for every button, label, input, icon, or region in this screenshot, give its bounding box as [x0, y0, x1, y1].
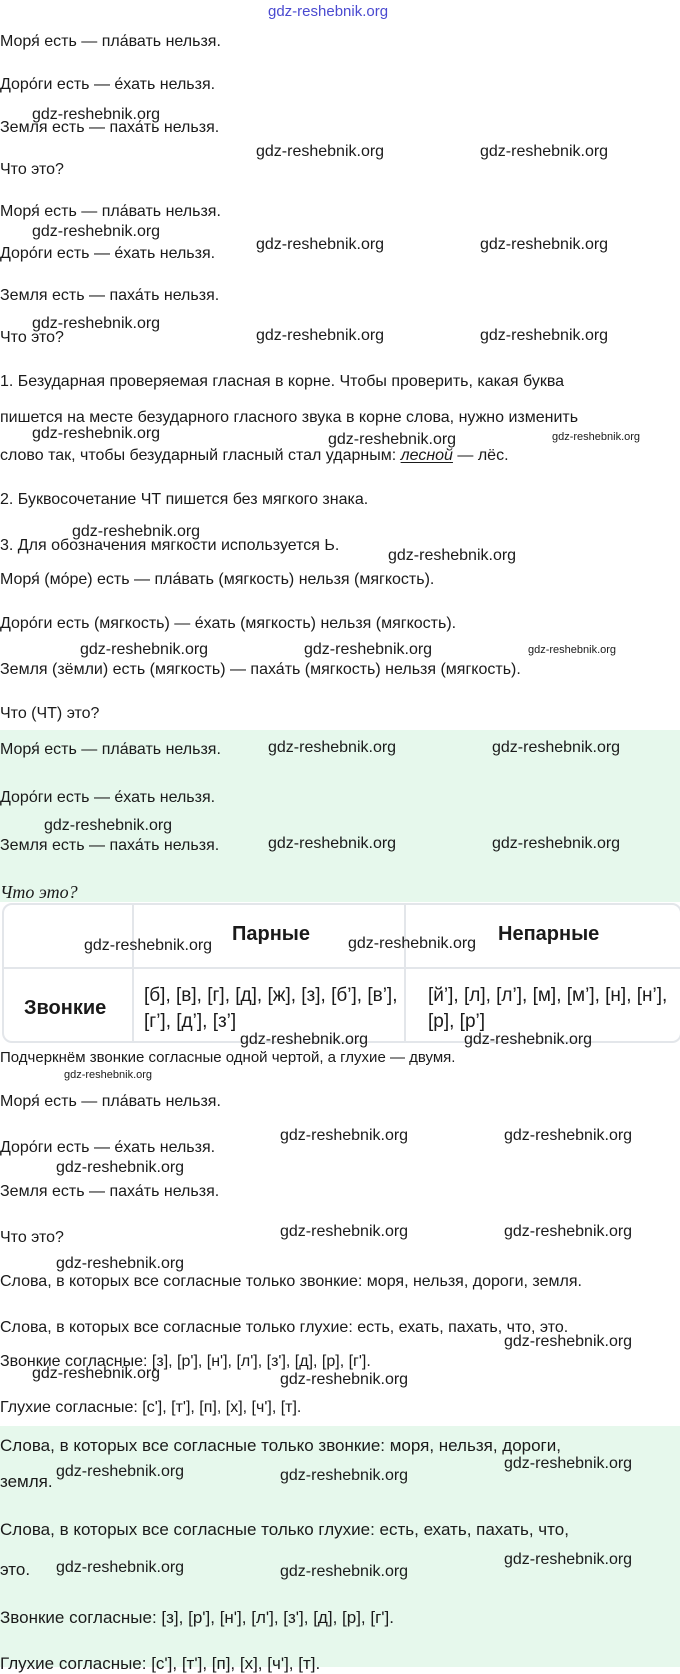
riddle-line-3: Земля есть — паха́ть нельзя.: [0, 287, 220, 304]
watermark: gdz-reshebnik.org: [56, 1559, 185, 1576]
green-line-4: Что это?: [0, 882, 78, 902]
riddle-line-4: Что это?: [0, 329, 64, 346]
green-line-3: Земля есть — паха́ть нельзя.: [0, 837, 220, 854]
green-voiced-cons: Звонкие согласные: [з], [р'], [н'], [л'], [з'], [д], [р], [г'].: [0, 1608, 394, 1627]
summary-voiced-cons: Звонкие согласные: [з], [р'], [н'], [л'], [з'], [д], [р], [г'].: [0, 1353, 371, 1370]
watermark: gdz-reshebnik.org: [504, 1127, 633, 1144]
green-line-1: Моря́ есть — пла́вать нельзя.: [0, 741, 221, 758]
check-word-2: лёс.: [477, 447, 509, 464]
watermark: gdz-reshebnik.org: [280, 1371, 409, 1388]
watermark: gdz-reshebnik.org: [72, 523, 201, 540]
underlined-line-2: Доро́ги есть — е́хать нельзя.: [0, 1139, 216, 1156]
watermark: gdz-reshebnik.org: [304, 641, 433, 658]
summary-voiceless-words: Слова, в которых все согласные только глухие: есть, ехать, пахать, что, это.: [0, 1319, 569, 1336]
answer-3: 3. Для обозначения мягкости используется Ь.: [0, 537, 340, 554]
annotated-line-3: Земля (зёмли) есть (мягкость) — паха́ть (мягкость) нельзя (мягкость).: [0, 661, 521, 678]
watermark: gdz-reshebnik.org: [528, 644, 617, 656]
green-voiced-words-1: Слова, в которых все согласные только звонкие: моря, нельзя, дороги,: [0, 1436, 561, 1455]
watermark: gdz-reshebnik.org: [492, 739, 621, 756]
watermark: gdz-reshebnik.org: [32, 1365, 161, 1382]
watermark: gdz-reshebnik.org: [56, 1159, 185, 1176]
answer-1-line-2: пишется на месте безударного гласного звука в корне слова, нужно изменить: [0, 409, 579, 426]
header-unpaired: Непарные: [498, 923, 600, 945]
watermark: gdz-reshebnik.org: [480, 327, 609, 344]
green-voiceless-cons: Глухие согласные: [с'], [т'], [п], [х], [ч'], [т].: [0, 1654, 321, 1673]
watermark: gdz-reshebnik.org: [492, 835, 621, 852]
watermark: gdz-reshebnik.org: [64, 1069, 153, 1081]
riddle-line-1: Моря́ есть — пла́вать нельзя.: [0, 203, 221, 220]
watermark: gdz-reshebnik.org: [32, 315, 161, 332]
header-paired: Парные: [232, 923, 310, 945]
green-voiced-words-2: земля.: [0, 1472, 53, 1491]
answer-1-line-3: [0, 446, 509, 466]
watermark: gdz-reshebnik.org: [280, 1563, 409, 1580]
watermark: gdz-reshebnik.org: [44, 817, 173, 834]
watermark: gdz-reshebnik.org: [552, 431, 641, 443]
watermark: gdz-reshebnik.org: [256, 236, 385, 253]
watermark: gdz-reshebnik.org: [280, 1467, 409, 1484]
watermark: gdz-reshebnik.org: [504, 1333, 633, 1350]
watermark: gdz-reshebnik.org: [504, 1455, 633, 1472]
consonants-table: [2, 903, 680, 1043]
watermark: gdz-reshebnik.org: [32, 223, 161, 240]
watermark: gdz-reshebnik.org: [32, 106, 161, 123]
annotated-line-4: Что (ЧТ) это?: [0, 705, 100, 722]
watermark: gdz-reshebnik.org: [280, 1127, 409, 1144]
watermark: gdz-reshebnik.org: [268, 835, 397, 852]
green-line-2: Доро́ги есть — е́хать нельзя.: [0, 789, 216, 806]
instruction: Подчеркнём звонкие согласные одной чертой, а глухие — двумя.: [0, 1049, 456, 1066]
riddle-line-2: Доро́ги есть — е́хать нельзя.: [0, 245, 216, 262]
watermark[interactable]: gdz-reshebnik.org: [268, 3, 389, 20]
watermark: gdz-reshebnik.org: [256, 327, 385, 344]
watermark: gdz-reshebnik.org: [388, 547, 517, 564]
green-voiceless-words-2: это.: [0, 1560, 31, 1579]
summary-voiced-words: Слова, в которых все согласные только звонкие: моря, нельзя, дороги, земля.: [0, 1273, 582, 1290]
annotated-line-1: Моря́ (мо́ре) есть — пла́вать (мягкость) нельзя (мягкость).: [0, 571, 435, 588]
underlined-line-3: Земля есть — паха́ть нельзя.: [0, 1183, 220, 1200]
answer-1-line-1: 1. Безударная проверяемая гласная в корне. Чтобы проверить, какая буква: [0, 373, 565, 390]
watermark: gdz-reshebnik.org: [280, 1223, 409, 1240]
dash: —: [452, 447, 478, 464]
watermark: gdz-reshebnik.org: [268, 739, 397, 756]
watermark: gdz-reshebnik.org: [56, 1463, 185, 1480]
row-label-voiced: Звонкие: [24, 997, 107, 1019]
answer-1-text: слово так, чтобы безударный гласный стал ударным:: [0, 447, 401, 464]
summary-voiceless-cons: Глухие согласные: [с'], [т'], [п], [х], [ч'], [т].: [0, 1399, 302, 1416]
underlined-line-4: Что это?: [0, 1229, 64, 1246]
watermark: gdz-reshebnik.org: [504, 1223, 633, 1240]
annotated-line-2: Доро́ги есть (мягкость) — е́хать (мягкость) нельзя (мягкость).: [0, 615, 457, 632]
watermark: gdz-reshebnik.org: [256, 143, 385, 160]
answer-2: 2. Буквосочетание ЧТ пишется без мягкого знака.: [0, 491, 369, 508]
riddle-line-2: Доро́ги есть — е́хать нельзя.: [0, 76, 216, 93]
watermark: gdz-reshebnik.org: [348, 935, 477, 952]
riddle-line-1: Моря́ есть — пла́вать нельзя.: [0, 33, 221, 50]
watermark: gdz-reshebnik.org: [240, 1031, 369, 1048]
unpaired-values: [й’], [л], [л’], [м], [м’], [н], [н’], [р], [р’]: [428, 985, 668, 1032]
watermark: gdz-reshebnik.org: [504, 1551, 633, 1568]
watermark: gdz-reshebnik.org: [480, 143, 609, 160]
check-word-1: лесной: [400, 447, 453, 464]
riddle-line-3: Земля есть — паха́ть нельзя.: [0, 119, 220, 136]
watermark: gdz-reshebnik.org: [56, 1255, 185, 1272]
watermark: gdz-reshebnik.org: [80, 641, 209, 658]
watermark: gdz-reshebnik.org: [32, 425, 161, 442]
underlined-line-1: Моря́ есть — пла́вать нельзя.: [0, 1093, 221, 1110]
watermark: gdz-reshebnik.org: [464, 1031, 593, 1048]
watermark: gdz-reshebnik.org: [328, 431, 457, 448]
green-voiceless-words-1: Слова, в которых все согласные только глухие: есть, ехать, пахать, что,: [0, 1520, 569, 1539]
watermark: gdz-reshebnik.org: [480, 236, 609, 253]
paired-values: [б], [в], [г], [д], [ж], [з], [б’], [в’], [г’], [д’], [з’]: [144, 985, 398, 1032]
riddle-line-4: Что это?: [0, 161, 64, 178]
watermark: gdz-reshebnik.org: [84, 937, 213, 954]
